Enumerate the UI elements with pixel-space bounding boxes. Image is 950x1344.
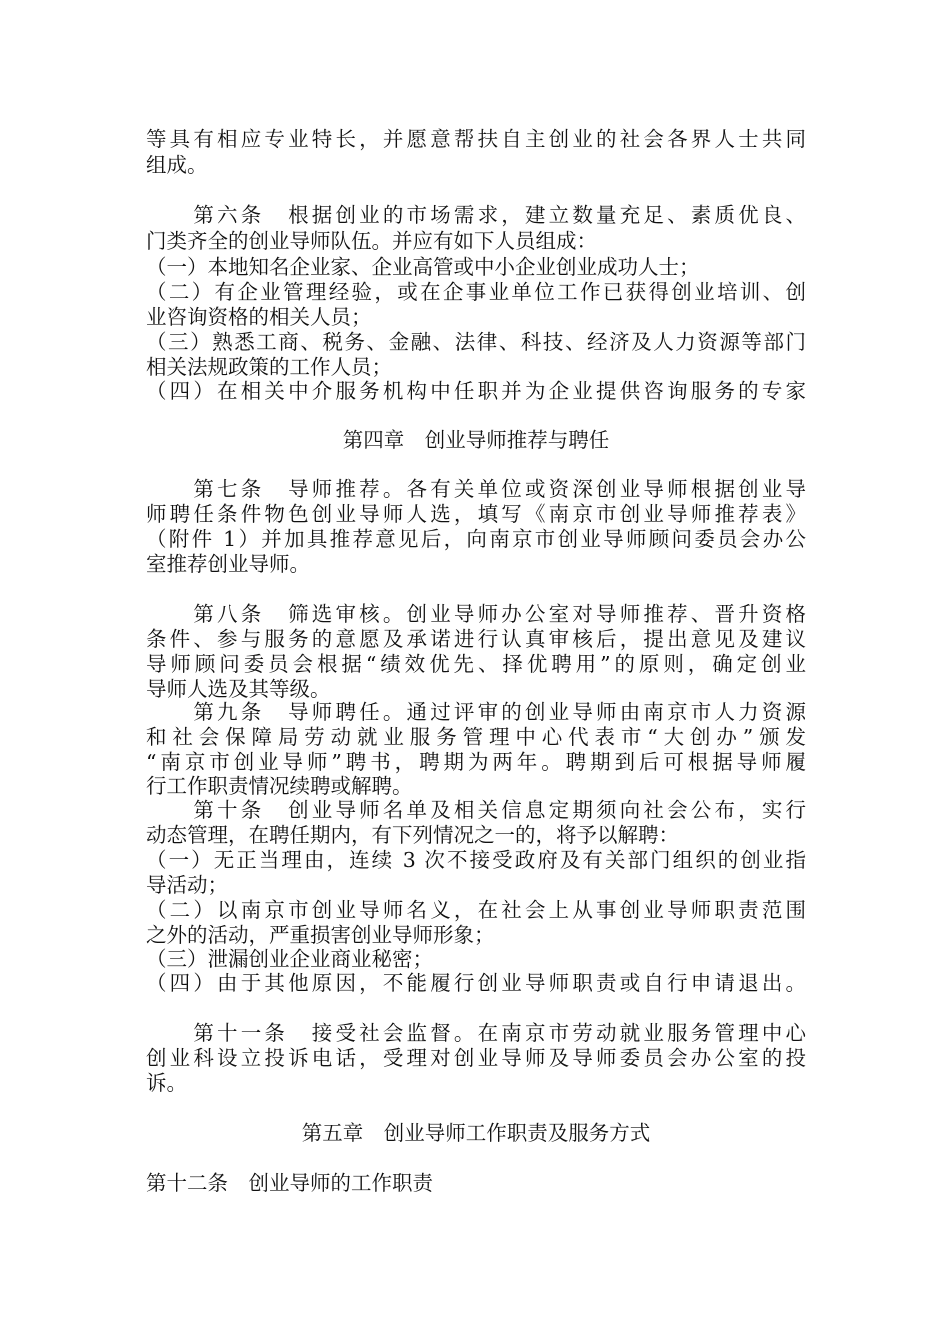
list-item-line: （二）以南京市创业导师名义，在社会上从事创业导师职责范围 [146, 898, 806, 922]
article-12-heading: 第十二条 创业导师的工作职责 [146, 1171, 433, 1195]
chapter-4-heading: 第四章 创业导师推荐与聘任 [342, 428, 610, 452]
paragraph-line: 组成。 [146, 153, 208, 177]
list-item-line: （四）由于其他原因，不能履行创业导师职责或自行申请退出。 [146, 971, 806, 995]
paragraph-line: 诉。 [146, 1071, 187, 1095]
paragraph-line: （附件 1）并加具推荐意见后，向南京市创业导师顾问委员会办公 [146, 527, 806, 551]
list-item-line: 业咨询资格的相关人员； [146, 305, 372, 329]
paragraph-line: 导师顾问委员会根据“绩效优先、择优聘用”的原则，确定创业 [146, 652, 806, 676]
list-item-line: （四）在相关中介服务机构中任职并为企业提供咨询服务的专家 [146, 379, 806, 403]
paragraph-line: 门类齐全的创业导师队伍。并应有如下人员组成： [146, 229, 597, 253]
list-item-line: （二）有企业管理经验，或在企事业单位工作已获得创业培训、创 [146, 280, 806, 304]
list-item-line: （三）熟悉工商、税务、金融、法律、科技、经济及人力资源等部门 [146, 330, 806, 354]
paragraph-line: 行工作职责情况续聘或解聘。 [146, 774, 413, 798]
list-item-line: 相关法规政策的工作人员； [146, 355, 392, 379]
article-10-line: 第十条 创业导师名单及相关信息定期须向社会公布，实行 [146, 798, 806, 822]
article-9-line: 第九条 导师聘任。通过评审的创业导师由南京市人力资源 [146, 700, 806, 724]
article-6-line: 第六条 根据创业的市场需求，建立数量充足、素质优良、 [146, 203, 806, 227]
list-item-line: （三）泄漏创业企业商业秘密； [146, 947, 433, 971]
article-11-line: 第十一条 接受社会监督。在南京市劳动就业服务管理中心 [146, 1021, 806, 1045]
list-item-line: 导活动； [146, 873, 228, 897]
paragraph-line: “南京市创业导师”聘书，聘期为两年。聘期到后可根据导师履 [146, 750, 806, 774]
article-7-line: 第七条 导师推荐。各有关单位或资深创业导师根据创业导 [146, 477, 806, 501]
list-item-line: （一）无正当理由，连续 3 次不接受政府及有关部门组织的创业指 [146, 848, 806, 872]
paragraph-line: 条件、参与服务的意愿及承诺进行认真审核后，提出意见及建议 [146, 627, 806, 651]
list-item-line: （一）本地知名企业家、企业高管或中小企业创业成功人士； [146, 255, 700, 279]
paragraph-line: 和社会保障局劳动就业服务管理中心代表市“大创办”颁发 [146, 725, 806, 749]
paragraph-line: 师聘任条件物色创业导师人选，填写《南京市创业导师推荐表》 [146, 502, 806, 526]
paragraph-line: 等具有相应专业特长，并愿意帮扶自主创业的社会各界人士共同 [146, 127, 806, 151]
paragraph-line: 导师人选及其等级。 [146, 677, 331, 701]
paragraph-line: 室推荐创业导师。 [146, 552, 310, 576]
paragraph-line: 创业科设立投诉电话，受理对创业导师及导师委员会办公室的投 [146, 1046, 806, 1070]
paragraph-line: 动态管理，在聘任期内，有下列情况之一的，将予以解聘： [146, 823, 679, 847]
chapter-5-heading: 第五章 创业导师工作职责及服务方式 [301, 1121, 651, 1145]
article-8-line: 第八条 筛选审核。创业导师办公室对导师推荐、晋升资格 [146, 602, 806, 626]
list-item-line: 之外的活动，严重损害创业导师形象； [146, 923, 495, 947]
